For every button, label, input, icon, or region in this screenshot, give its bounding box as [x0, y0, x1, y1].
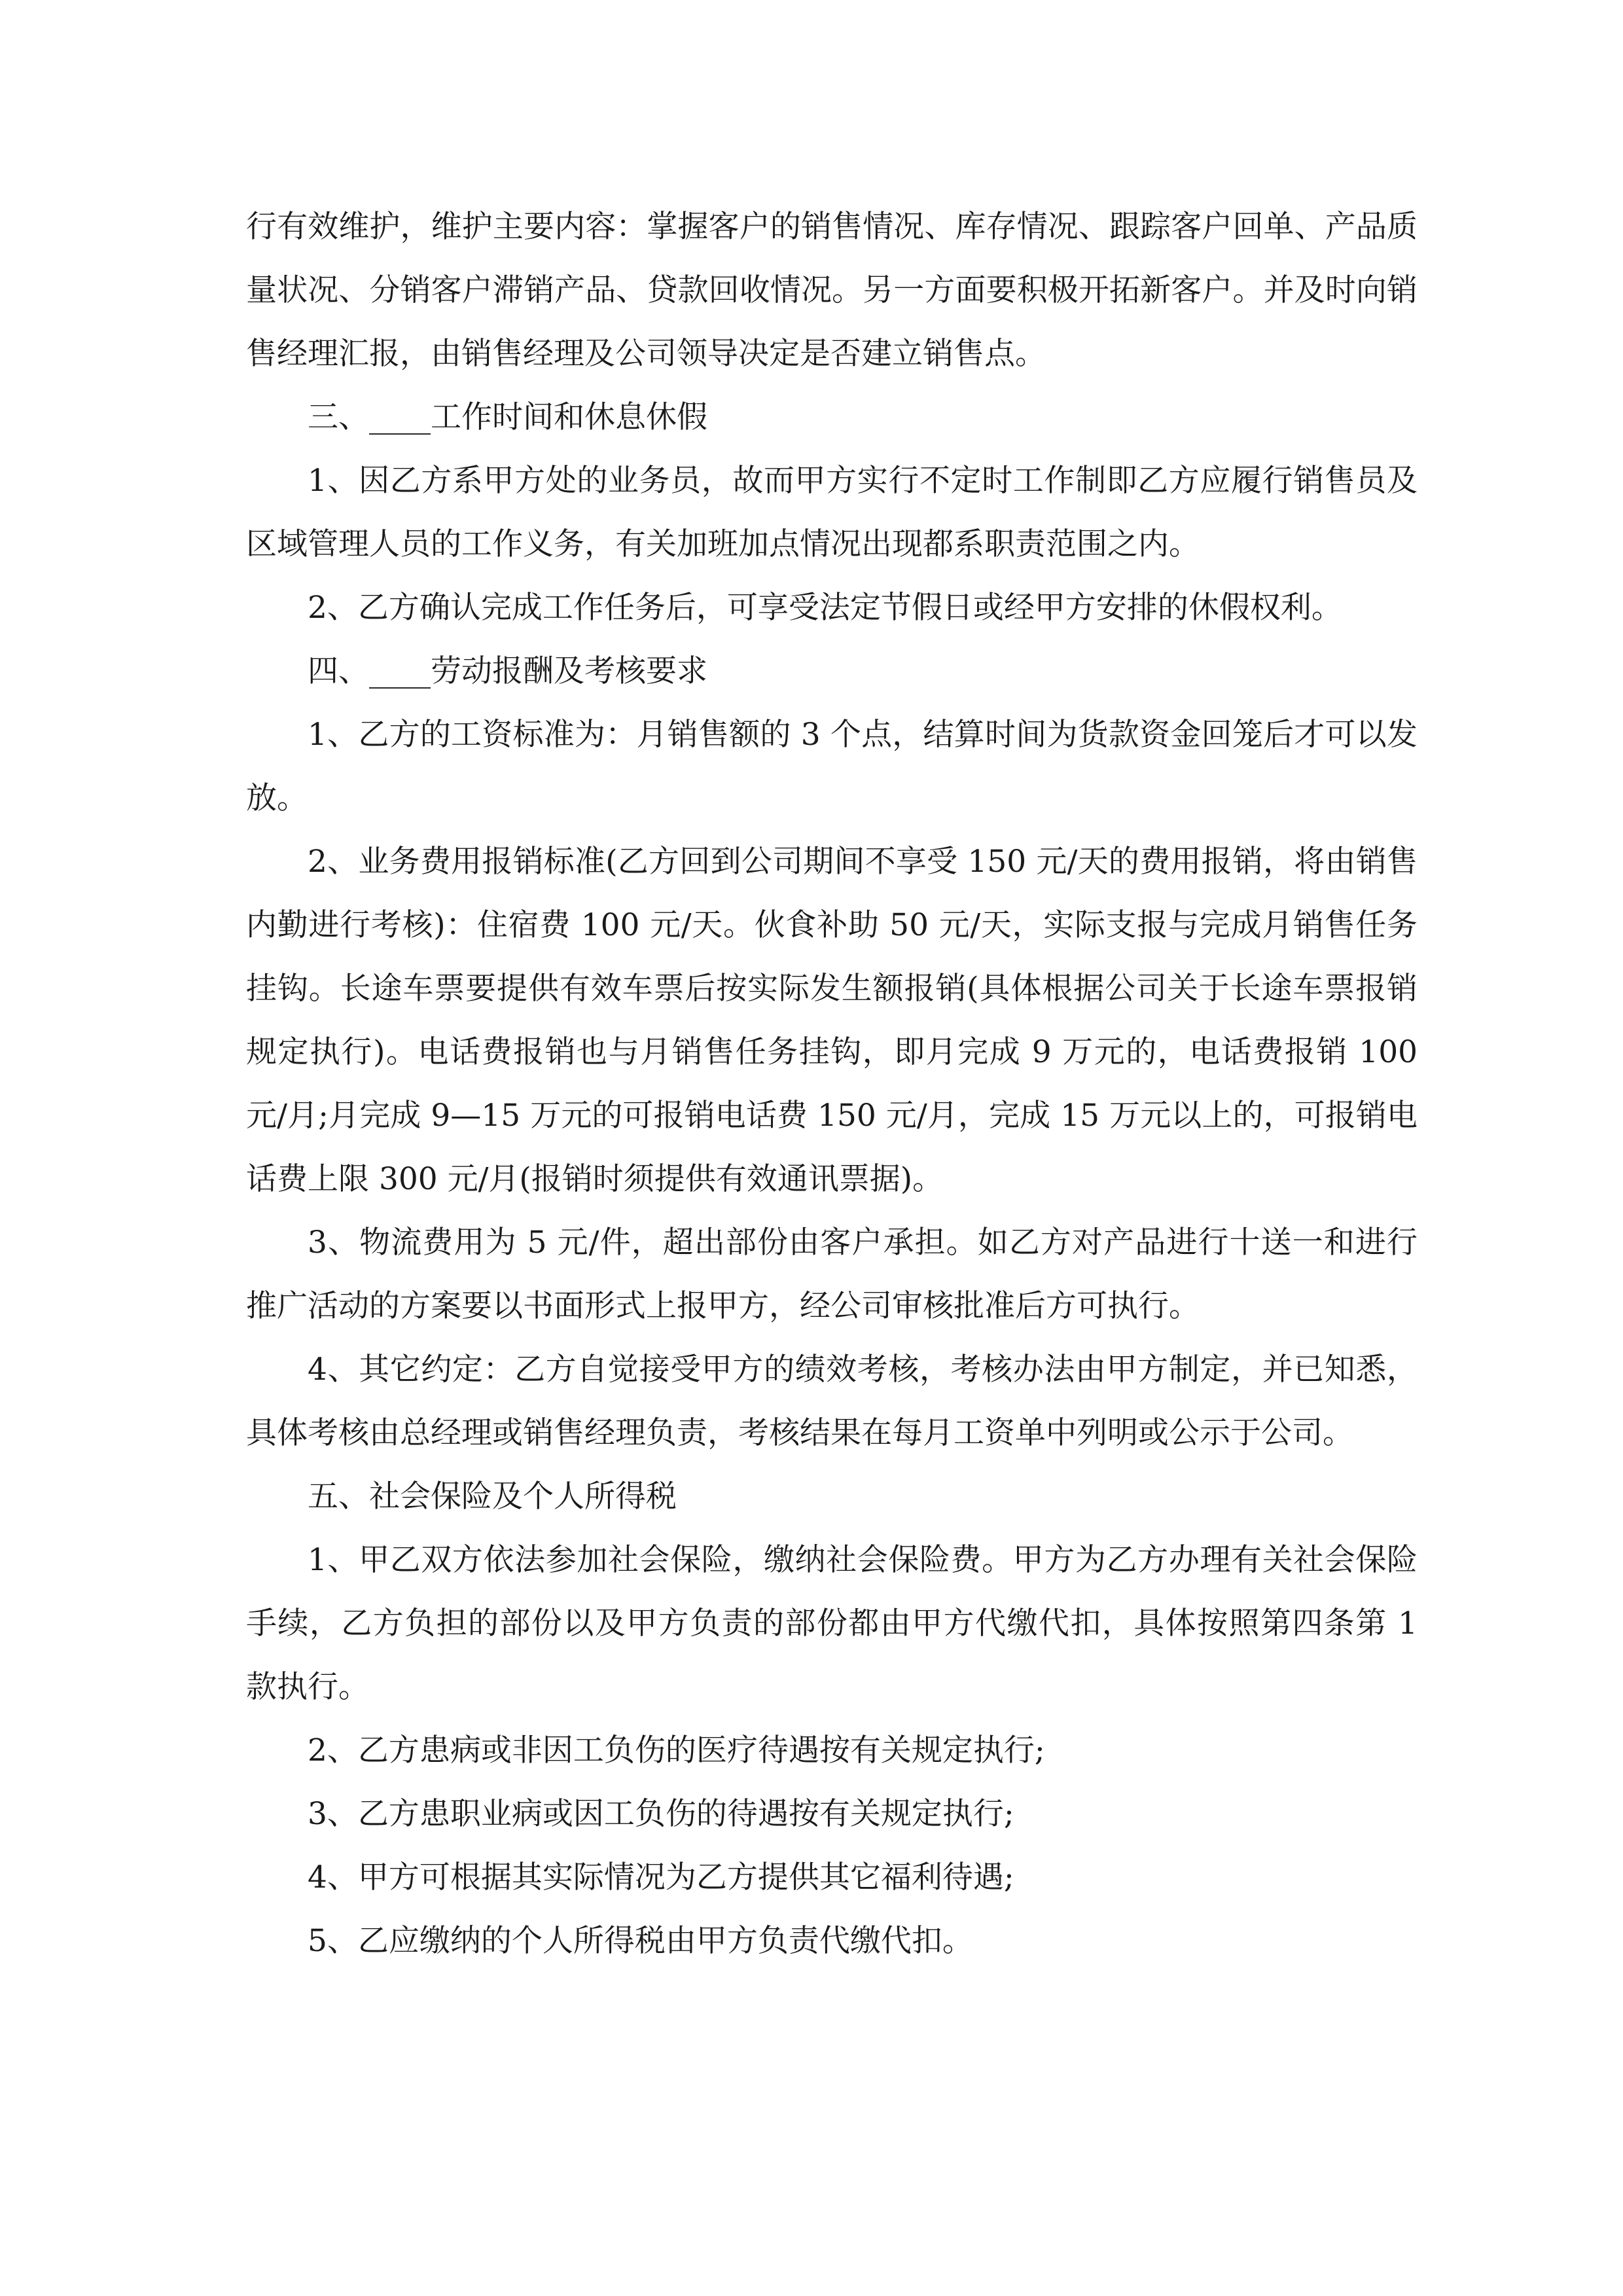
paragraph-5-4: 4、甲方可根据其实际情况为乙方提供其它福利待遇;: [308, 1859, 1014, 1895]
paragraph-4-4: 4、其它约定：乙方自觉接受甲方的绩效考核，考核办法由甲方制定，并已知悉，具体考核由总经理或销售经理负责，考核结果在每月工资单中列明或公示于公司。: [246, 1352, 1418, 1451]
paragraph-5-1: 1、甲乙双方依法参加社会保险，缴纳社会保险费。甲方为乙方办理有关社会保险手续，乙方负担的部份以及甲方负责的部份都由甲方代缴代扣，具体按照第四条第 1 款执行。: [246, 1542, 1418, 1705]
paragraph-5-5: 5、乙应缴纳的个人所得税由甲方负责代缴代扣。: [308, 1923, 973, 1959]
paragraph-3-1: 1、因乙方系甲方处的业务员，故而甲方实行不定时工作制即乙方应履行销售员及区域管理人员的工作义务，有关加班加点情况出现都系职责范围之内。: [246, 463, 1418, 562]
paragraph-maintenance: 行有效维护，维护主要内容：掌握客户的销售情况、库存情况、跟踪客户回单、产品质量状况、分销客户滞销产品、贷款回收情况。另一方面要积极开拓新客户。并及时向销售经理汇报，由销售经理及公司领导决定是否建立销售点。: [246, 209, 1418, 372]
paragraph-4-1: 1、乙方的工资标准为：月销售额的 3 个点，结算时间为货款资金回笼后才可以发放。: [246, 717, 1418, 816]
paragraph-3-2: 2、乙方确认完成工作任务后，可享受法定节假日或经甲方安排的休假权利。: [308, 590, 1342, 626]
heading-section-five: 五、社会保险及个人所得税: [308, 1479, 677, 1515]
paragraph-5-2: 2、乙方患病或非因工负伤的医疗待遇按有关规定执行;: [308, 1732, 1045, 1768]
heading-section-four: 四、____劳动报酬及考核要求: [308, 653, 707, 689]
heading-section-three: 三、____工作时间和休息休假: [308, 399, 707, 435]
paragraph-5-3: 3、乙方患职业病或因工负伤的待遇按有关规定执行;: [308, 1796, 1014, 1832]
document-body: [246, 195, 1418, 1973]
paragraph-4-2: 2、业务费用报销标准(乙方回到公司期间不享受 150 元/天的费用报销，将由销售内勤进行考核)：住宿费 100 元/天。伙食补助 50 元/天，实际支报与完成月销售任务挂钩。长途车票要提供有效车票后按实际发生额报销(具体根据公司关于长途车票报销规定执行)。电话费报销也与月销售任务挂钩，即月完成 9 万元的，电话费报销 100 元/月;月完成 9—15 万元的可报销电话费 150 元/月，完成 15 万元以上的，可报销电话费上限 300 元/月(报销时须提供有效通讯票据)。: [246, 844, 1418, 1197]
paragraph-4-3: 3、物流费用为 5 元/件，超出部份由客户承担。如乙方对产品进行十送一和进行推广活动的方案要以书面形式上报甲方，经公司审核批准后方可执行。: [246, 1225, 1418, 1324]
